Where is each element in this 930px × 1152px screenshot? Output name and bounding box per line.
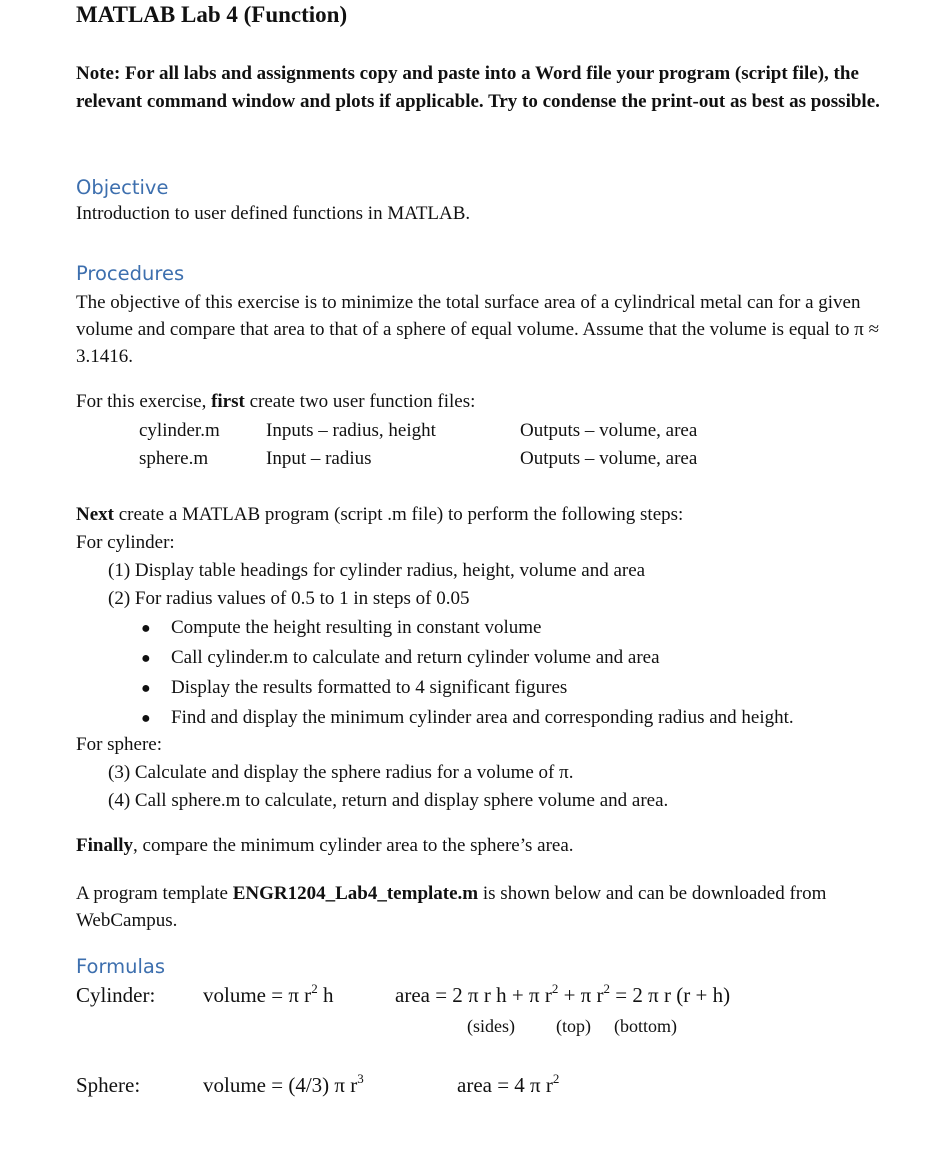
procedures-text: The objective of this exercise is to minimize the total surface area of a cylindrical metal can for a given volume and compare that area to that of a sphere of equal volume. Assume that the volume is equal to π ≈ 3.1416. [76,292,880,367]
functions-intro-post: create two user function files: [244,391,476,412]
finally-text [76,835,574,857]
cyl-area-b: + π r [558,983,604,1007]
functions-intro [76,391,475,413]
cyl-area-c: = 2 π r (r + h) [610,983,731,1007]
functions-intro-bold: first [211,391,245,412]
bullet-dot-icon: ● [141,650,151,667]
cyl-volume-exp: 2 [311,981,318,996]
cyl-area-exp-2: 2 [603,981,611,996]
label-sides: (sides) [467,1016,515,1036]
sph-area-pre: area = 4 π r [457,1073,553,1097]
step-3: (3) Calculate and display the sphere radius for a volume of π. [108,762,574,783]
cyl-area-exp-1: 2 [551,981,559,996]
label-bottom: (bottom) [614,1016,677,1036]
function-file-cylinder: cylinder.m [139,420,220,441]
cylinder-formula-label: Cylinder: [76,983,156,1007]
objective-heading: Objective [76,176,169,199]
label-top: (top) [556,1016,591,1036]
sph-volume-pre: volume = (4/3) π r [203,1073,358,1097]
steps-intro-bold: Next [76,504,114,525]
function-inputs-cylinder: Inputs – radius, height [266,420,436,441]
sph-volume-exp: 3 [357,1071,364,1086]
steps-intro-rest: create a MATLAB program (script .m file) to perform the following steps: [113,504,684,525]
sph-area-exp: 2 [552,1071,560,1086]
bullet-2 [141,647,151,669]
finally-rest: , compare the minimum cylinder area to the sphere’s area. [133,835,574,856]
cylinder-area-formula [395,983,730,1008]
steps-intro [76,504,683,526]
functions-intro-pre: For this exercise, [76,391,212,412]
template-post: is shown below and can be downloaded from WebCampus. [76,883,827,931]
function-file-sphere: sphere.m [139,448,209,469]
bullet-1-text: Compute the height resulting in constant volume [171,617,542,638]
cyl-volume-pre: volume = π r [203,983,312,1007]
procedures-heading: Procedures [76,262,185,285]
template-filename: ENGR1204_Lab4_template.m [232,883,479,904]
note-paragraph: Note: For all labs and assignments copy and paste into a Word file your program (script file), the relevant command window and plots if applicable. Try to condense the print-out as best as possible. [76,63,880,112]
bullet-4 [141,707,151,729]
formulas-heading: Formulas [76,955,166,978]
sphere-area-formula [457,1073,559,1098]
function-outputs-cylinder: Outputs – volume, area [520,420,698,441]
cyl-volume-post: h [317,983,334,1007]
cylinder-steps-label: For cylinder: [76,532,175,553]
step-4: (4) Call sphere.m to calculate, return and display sphere volume and area. [108,790,669,811]
bullet-3-text: Display the results formatted to 4 significant figures [171,677,568,698]
cyl-area-a: area = 2 π r h + π r [395,983,552,1007]
bullet-dot-icon: ● [141,620,151,637]
template-paragraph [76,880,886,934]
finally-bold: Finally [76,835,134,856]
bullet-dot-icon: ● [141,680,151,697]
step-1: (1) Display table headings for cylinder radius, height, volume and area [108,560,646,581]
cylinder-volume-formula [203,983,333,1008]
bullet-1 [141,617,151,639]
bullet-2-text: Call cylinder.m to calculate and return cylinder volume and area [171,647,660,668]
step-2: (2) For radius values of 0.5 to 1 in steps of 0.05 [108,588,470,609]
function-inputs-sphere: Input – radius [266,448,372,469]
sphere-formula-label: Sphere: [76,1073,141,1097]
template-pre: A program template [76,883,233,904]
bullet-4-text: Find and display the minimum cylinder area and corresponding radius and height. [171,707,794,728]
bullet-dot-icon: ● [141,710,151,727]
sphere-steps-label: For sphere: [76,734,163,755]
bullet-3 [141,677,151,699]
page-title: MATLAB Lab 4 (Function) [76,2,348,27]
function-outputs-sphere: Outputs – volume, area [520,448,698,469]
sphere-volume-formula [203,1073,364,1098]
objective-text: Introduction to user defined functions in MATLAB. [76,203,471,224]
